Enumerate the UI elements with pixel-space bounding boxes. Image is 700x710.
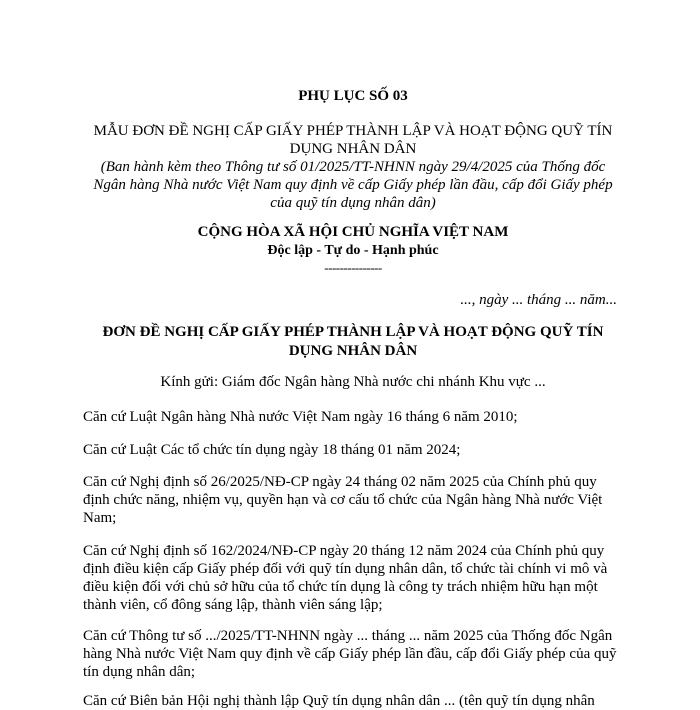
legal-basis-paragraph: Căn cứ Nghị định số 26/2025/NĐ-CP ngày 24 tháng 02 năm 2025 của Chính phủ quy định chức năng, nhiệm vụ, quyền hạn và cơ cấu tổ chức của Ngân hàng Nhà nước Việt Nam; bbox=[83, 474, 603, 526]
appendix-title: PHỤ LỤC SỐ 03 bbox=[298, 88, 408, 104]
form-title: MẪU ĐƠN ĐỀ NGHỊ CẤP GIẤY PHÉP THÀNH LẬP VÀ HOẠT ĐỘNG QUỸ TÍN DỤNG NHÂN DÂN bbox=[93, 123, 613, 157]
legal-basis-paragraph: Căn cứ Nghị định số 162/2024/NĐ-CP ngày 20 tháng 12 năm 2024 của Chính phủ quy định điều kiện cấp Giấy phép đối với quỹ tín dụng nhân dân, tổ chức tài chính vi mô và điều kiện đối với chủ sở hữu của tổ chức tín dụng là công ty trách nhiệm hữu hạn một thành viên, cổ đông sáng lập, thành viên sáng lập; bbox=[83, 543, 608, 613]
document-title: ĐƠN ĐỀ NGHỊ CẤP GIẤY PHÉP THÀNH LẬP VÀ HOẠT ĐỘNG QUỸ TÍN DỤNG NHÂN DÂN bbox=[102, 324, 604, 359]
motto: Độc lập - Tự do - Hạnh phúc bbox=[267, 243, 439, 258]
legal-basis-paragraph: Căn cứ Luật Ngân hàng Nhà nước Việt Nam ngày 16 tháng 6 năm 2010; bbox=[83, 409, 518, 425]
form-note: (Ban hành kèm theo Thông tư số 01/2025/TT-NHNN ngày 29/4/2025 của Thống đốc Ngân hàng Nhà nước Việt Nam quy định về cấp Giấy phép lần đầu, cấp đổi Giấy phép của quỹ tín dụng nhân dân) bbox=[93, 159, 613, 211]
legal-basis-paragraph: Căn cứ Luật Các tổ chức tín dụng ngày 18 tháng 01 năm 2024; bbox=[83, 442, 461, 458]
legal-basis-paragraph: Căn cứ Thông tư số .../2025/TT-NHNN ngày ... tháng ... năm 2025 của Thống đốc Ngân hàng Nhà nước Việt Nam quy định về cấp Giấy phép lần đầu, cấp đổi Giấy phép của quỹ tín dụng nhân dân; bbox=[83, 628, 617, 680]
recipient-line: Kính gửi: Giám đốc Ngân hàng Nhà nước chi nhánh Khu vực ... bbox=[160, 374, 546, 390]
nation-name: CỘNG HÒA XÃ HỘI CHỦ NGHĨA VIỆT NAM bbox=[197, 224, 509, 240]
legal-basis-paragraph: Căn cứ Biên bản Hội nghị thành lập Quỹ tín dụng nhân dân ... (tên quỹ tín dụng nhân bbox=[83, 693, 595, 709]
date-line: ..., ngày ... tháng ... năm... bbox=[460, 292, 617, 308]
motto-underline: --------------- bbox=[324, 260, 382, 275]
